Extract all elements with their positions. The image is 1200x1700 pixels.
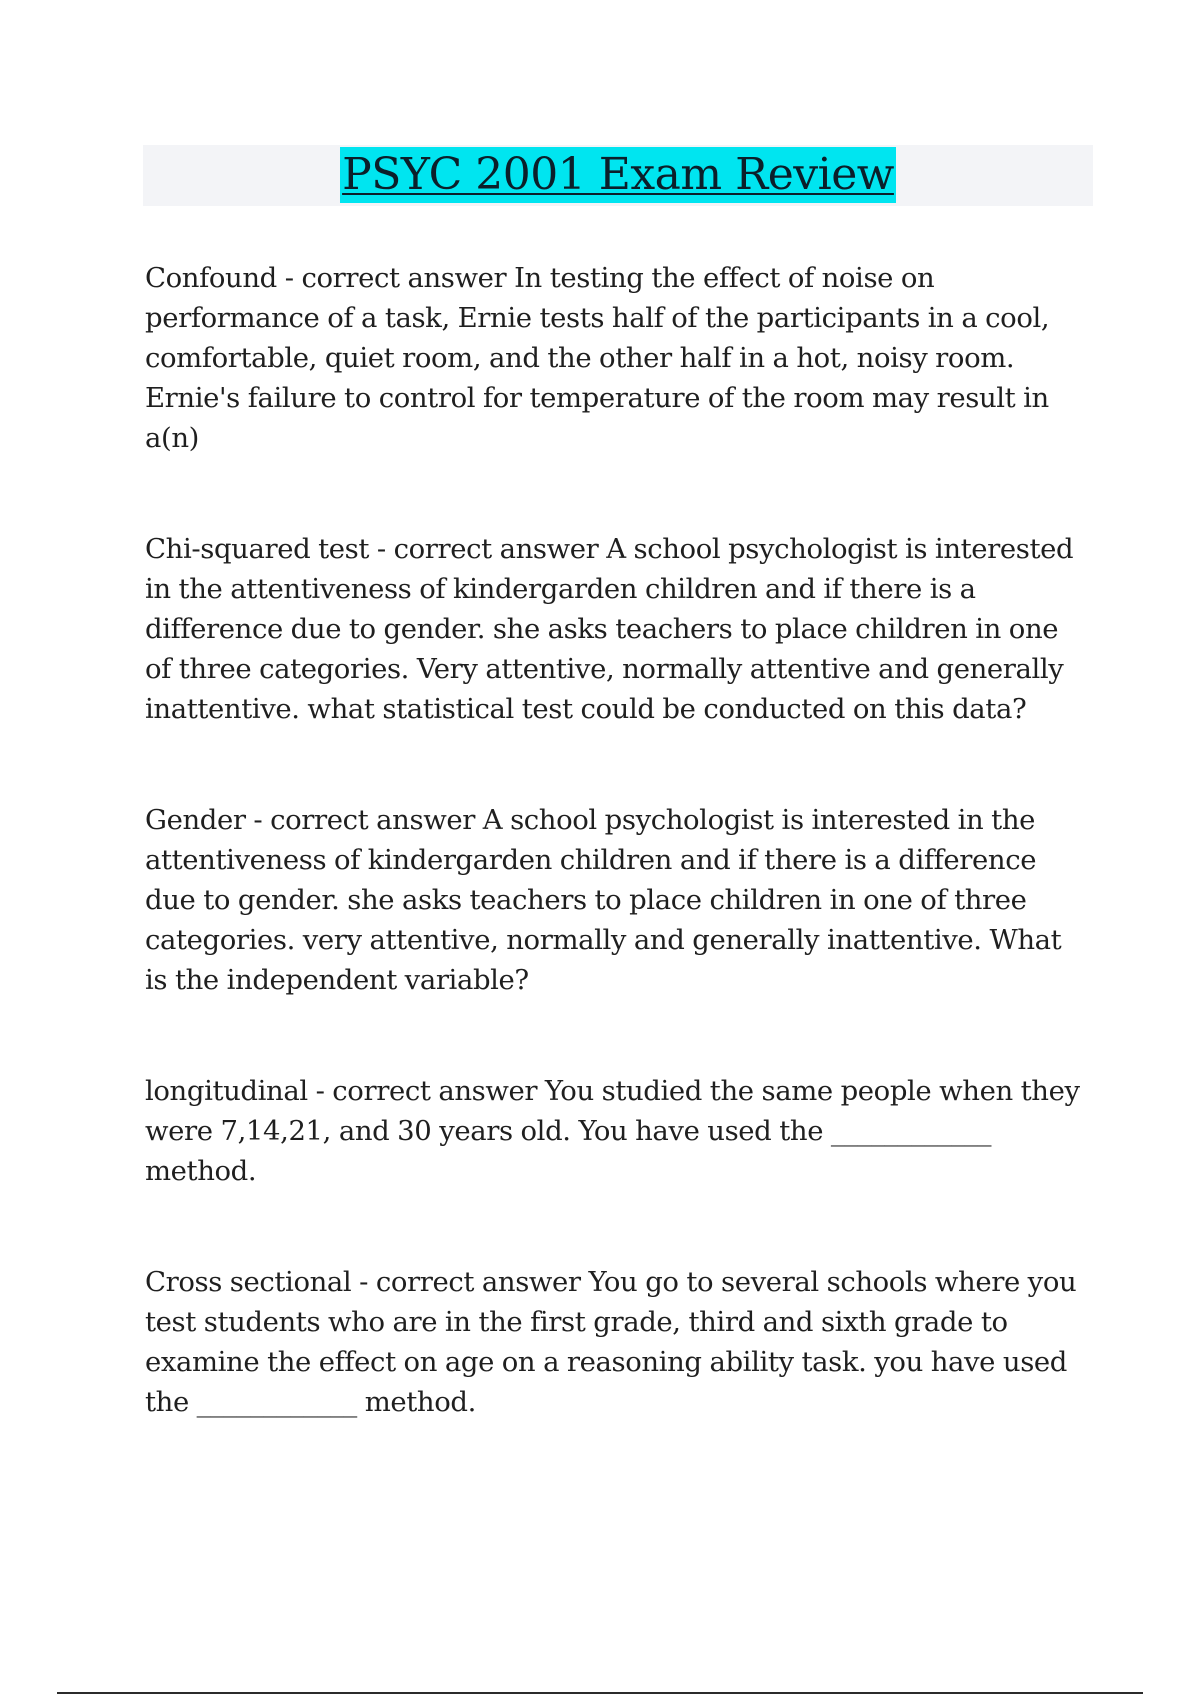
page-title: PSYC 2001 Exam Review	[340, 147, 896, 203]
title-band	[143, 145, 1093, 206]
qa-item-gender: Gender - correct answer A school psychologist is interested in the attentiveness of kindergarden children and if there is a difference due to gender. she asks teachers to place children in one of three categories. very attentive, normally and generally inattentive. What is the independent variable?	[145, 804, 1062, 996]
qa-item-confound: Confound - correct answer In testing the effect of noise on performance of a task, Ernie tests half of the participants in a cool, comfortable, quiet room, and the other half in a hot, noisy room. Ernie's failure to control for temperature of the room may result in a(n)	[145, 262, 1050, 454]
qa-item-cross-sectional: Cross sectional - correct answer You go to several schools where you test students who are in the first grade, third and sixth grade to examine the effect on age on a reasoning ability task. you have used the ____________ method.	[145, 1266, 1077, 1418]
qa-item-longitudinal: longitudinal - correct answer You studied the same people when they were 7,14,21, and 30 years old. You have used the ____________ method.	[145, 1075, 1080, 1187]
qa-list	[145, 258, 1085, 1422]
qa-item-chi-squared: Chi-squared test - correct answer A school psychologist is interested in the attentiveness of kindergarden children and if there is a difference due to gender. she asks teachers to place children in one of three categories. Very attentive, normally attentive and generally inattentive. what statistical test could be conducted on this data?	[145, 533, 1074, 725]
footer-rule	[57, 1692, 1143, 1694]
